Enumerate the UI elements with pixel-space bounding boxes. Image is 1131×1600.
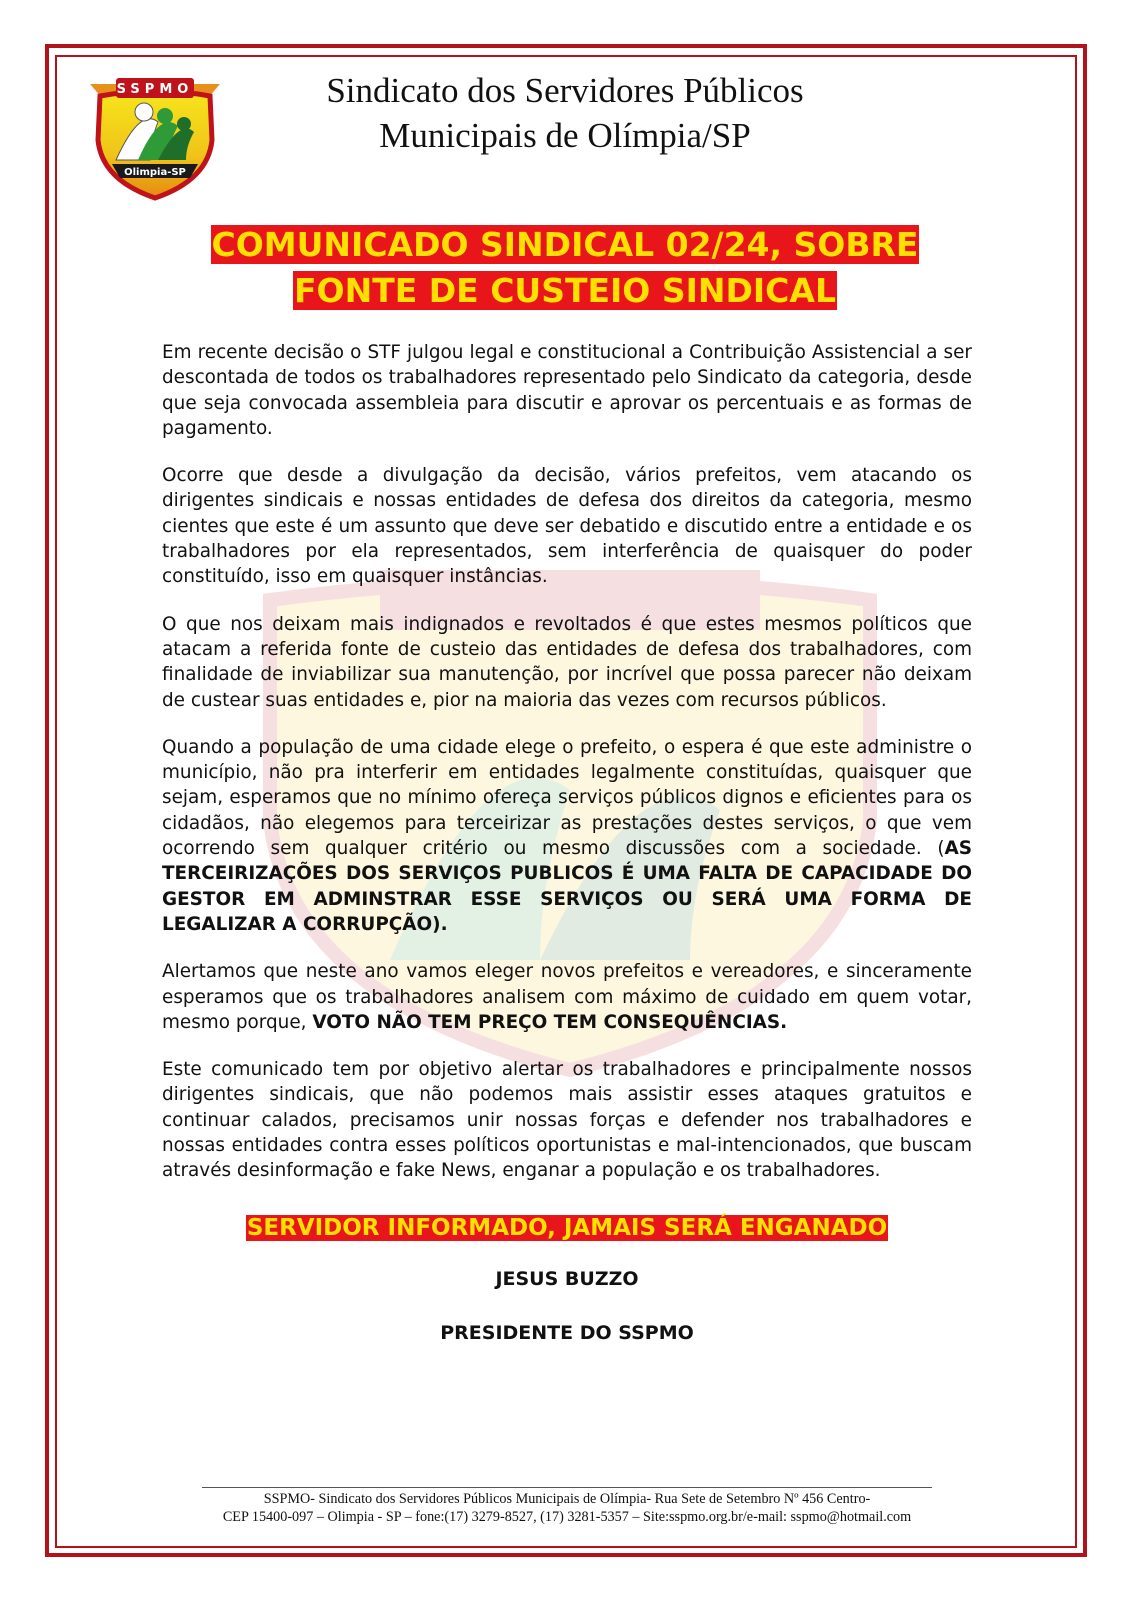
footer-line1: SSPMO- Sindicato dos Servidores Públicos Municipais de Olímpia- Rua Sete de Setembro Nº 456 Centro- (263, 1491, 871, 1507)
headline-line2: FONTE DE CUSTEIO SINDICAL (294, 271, 836, 310)
signature-name: JESUS BUZZO (495, 1268, 639, 1290)
footer (162, 1490, 972, 1526)
footer-line2: CEP 15400-097 – Olimpia - SP – fone:(17) 3279-8527, (17) 3281-5357 – Site:sspmo.org.br/e-mail: sspmo@hotmail.com (222, 1509, 912, 1525)
sspmo-logo (80, 62, 230, 202)
organization-title (250, 68, 880, 158)
paragraph-5 (162, 959, 972, 1035)
logo-text: SSPMO (116, 82, 194, 97)
slogan-text: SERVIDOR INFORMADO, JAMAIS SERÁ ENGANADO (246, 1215, 888, 1241)
organization-title-line2: Municipais de Olímpia/SP (379, 116, 751, 155)
paragraph-5-bold: VOTO NÃO TEM PREÇO TEM CONSEQUÊNCIAS. (312, 1011, 788, 1033)
paragraph-5-text: Alertamos que neste ano vamos eleger novos prefeitos e vereadores, e sinceramente esperamos que os trabalhadores analisem com máximo de cuidado em quem votar, mesmo porque, (162, 961, 972, 1033)
paragraph-6: Este comunicado tem por objetivo alertar os trabalhadores e principalmente nossos dirigentes sindicais, que não podemos mais assistir esses ataques gratuitos e continuar calados, precisamos unir nossas forças e defender nos trabalhadores e nossas entidades contra esses políticos oportunistas e mal-intencionados, que buscam através desinformação e fake News, enganar a população e os trabalhadores. (162, 1059, 972, 1182)
paragraph-4-text: Quando a população de uma cidade elege o prefeito, o espera é que este administre o município, não pra interferir em entidades legalmente constituídas, quaisquer que sejam, esperamos que no mínimo ofereça serviços públicos dignos e eficientes para os cidadãos, não elegemos para terceirizar as prestações destes serviços, o que vem ocorrendo sem qualquer critério ou mesmo discussões com a sociedade. ( (162, 736, 972, 860)
organization-title-line1: Sindicato dos Servidores Públicos (326, 71, 804, 110)
headline (150, 222, 980, 314)
headline-line1: COMUNICADO SINDICAL 02/24, SOBRE (211, 225, 919, 264)
paragraph-3: O que nos deixam mais indignados e revoltados é que estes mesmos políticos que atacam a referida fonte de custeio das entidades de defesa dos trabalhadores, com finalidade de inviabilizar sua manutenção, por incrível que possa parecer não deixam de custear suas entidades e, pior na maioria das vezes com recursos públicos. (162, 613, 972, 711)
signature-role: PRESIDENTE DO SSPMO (440, 1322, 694, 1344)
logo-city: Olimpia-SP (124, 167, 186, 178)
paragraph-4 (162, 735, 972, 937)
paragraph-2: Ocorre que desde a divulgação da decisão, vários prefeitos, vem atacando os dirigentes sindicais e nossas entidades de defesa dos direitos da categoria, mesmo cientes que este é um assunto que deve ser debatido e discutido entre a entidade e os trabalhadores por ela representados, sem interferência de quaisquer do poder constituído, isso em quaisquer instâncias. (162, 465, 972, 588)
body-text (162, 340, 972, 1206)
paragraph-4-bold: AS TERCEIRIZAÇÕES DOS SERVIÇOS PUBLICOS É UMA FALTA DE CAPACIDADE DO GESTOR EM ADMINSTRAR ESSE SERVIÇOS OU SERÁ UMA FORMA DE LEGALIZAR A CORRUPÇÃO). (162, 838, 972, 935)
slogan (162, 1212, 972, 1244)
footer-divider (202, 1487, 932, 1488)
paragraph-1: Em recente decisão o STF julgou legal e constitucional a Contribuição Assistencial a ser descontada de todos os trabalhadores representado pelo Sindicato da categoria, desde que seja convocada assembleia para discutir e aprovar os percentuais e as formas de pagamento. (162, 342, 972, 439)
